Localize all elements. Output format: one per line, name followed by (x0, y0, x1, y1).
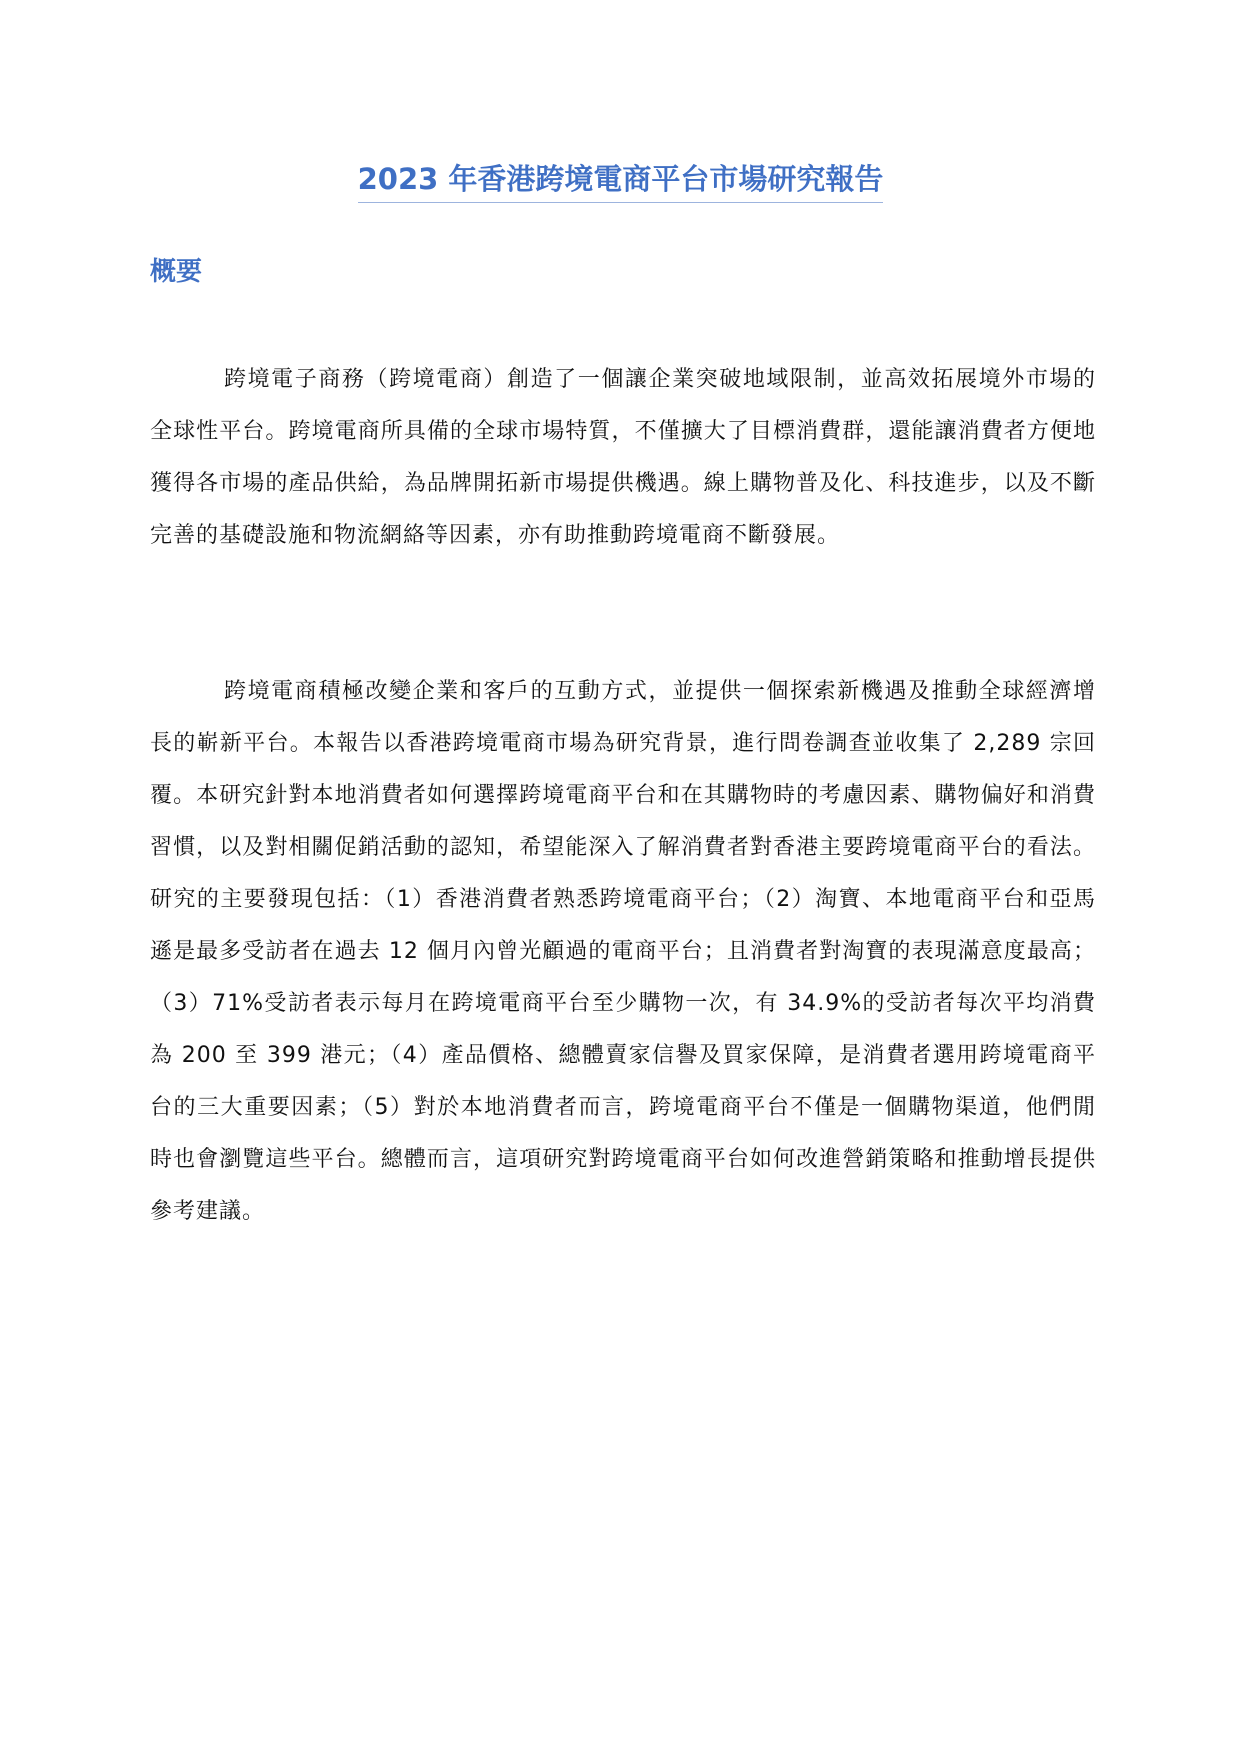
section-heading-overview: 概要 (150, 257, 203, 287)
document-title-text: 2023 年香港跨境電商平台市場研究報告 (358, 158, 884, 203)
paragraph-2: 跨境電商積極改變企業和客戶的互動方式，並提供一個探索新機遇及推動全球經濟增長的嶄新平台。本報告以香港跨境電商市場為研究背景，進行問卷調查並收集了 2,289 宗回覆。本研究針對本地消費者如何選擇跨境電商平台和在其購物時的考慮因素、購物偏好和消費習慣，以及對相關促銷活動的認知，希望能深入了解消費者對香港主要跨境電商平台的看法。研究的主要發現包括：（1）香港消費者熟悉跨境電商平台；（2）淘寶、本地電商平台和亞馬遜是最多受訪者在過去 12 個月內曾光顧過的電商平台；且消費者對淘寶的表現滿意度最高；（3）71%受訪者表示每月在跨境電商平台至少購物一次，有 34.9%的受訪者每次平均消費為 200 至 399 港元；（4）產品價格、總體賣家信譽及買家保障，是消費者選用跨境電商平台的三大重要因素；（5）對於本地消費者而言，跨境電商平台不僅是一個購物渠道，他們閒時也會瀏覽這些平台。總體而言，這項研究對跨境電商平台如何改進營銷策略和推動增長提供參考建議。 (150, 679, 1096, 1224)
document-title (0, 158, 1241, 203)
paragraph-1: 跨境電子商務（跨境電商）創造了一個讓企業突破地域限制，並高效拓展境外市場的全球性平台。跨境電商所具備的全球市場特質，不僅擴大了目標消費群，還能讓消費者方便地獲得各市場的產品供給，為品牌開拓新市場提供機遇。線上購物普及化、科技進步，以及不斷完善的基礎設施和物流網絡等因素，亦有助推動跨境電商不斷發展。 (150, 367, 1096, 548)
